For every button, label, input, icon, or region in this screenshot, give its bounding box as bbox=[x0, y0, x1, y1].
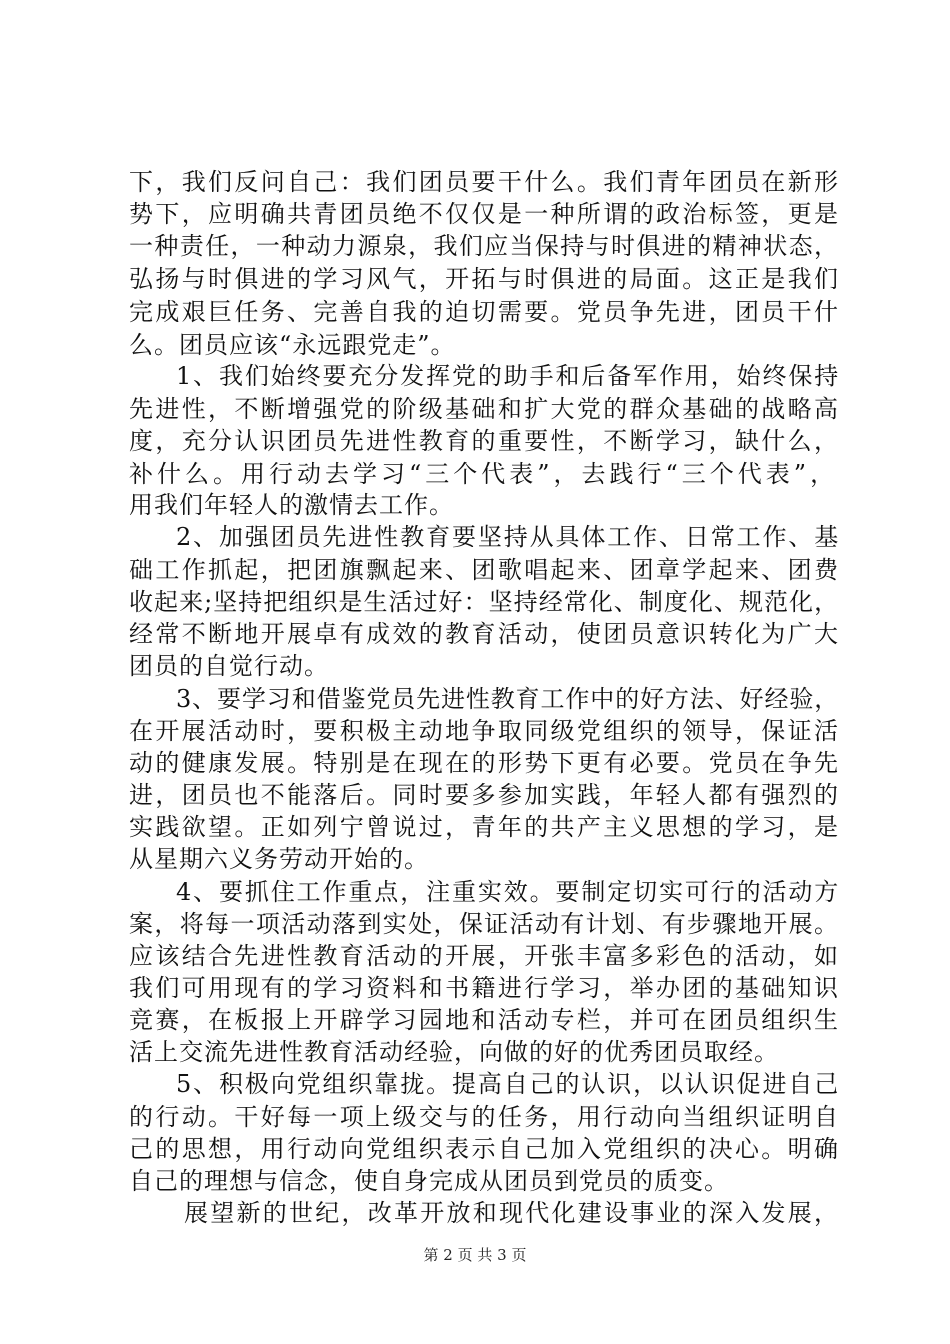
text-line: 自己的理想与信念，使自身完成从团员到党员的质变。 bbox=[129, 1167, 729, 1195]
text-line: 活上交流先进性教育活动经验，向做的好的优秀团员取经。 bbox=[129, 1038, 779, 1066]
text-line: 团员的自觉行动。 bbox=[129, 652, 329, 680]
text-line: 进，团员也不能落后。同时要多参加实践，年轻人都有强烈的 bbox=[129, 781, 841, 809]
text-line: 4、要抓住工作重点，注重实效。要制定切实可行的活动方 bbox=[176, 878, 841, 906]
text-line: 补什么。用行动去学习“三个代表”，去践行“三个代表”， bbox=[129, 460, 839, 488]
text-line: 1、我们始终要充分发挥党的助手和后备军作用，始终保持 bbox=[176, 362, 841, 390]
text-line: 一种责任，一种动力源泉，我们应当保持与时俱进的精神状态， bbox=[129, 232, 840, 260]
text-line: 础工作抓起，把团旗飘起来、团歌唱起来、团章学起来、团费 bbox=[129, 556, 841, 584]
text-line: 经常不断地开展卓有成效的教育活动，使团员意识转化为广大 bbox=[129, 620, 841, 648]
text-line: 收起来;坚持把组织是生活过好：坚持经常化、制度化、规范化， bbox=[129, 588, 840, 616]
text-line: 2、加强团员先进性教育要坚持从具体工作、日常工作、基 bbox=[176, 523, 841, 551]
text-line: 先进性，不断增强党的阶级基础和扩大党的群众基础的战略高 bbox=[129, 395, 841, 423]
text-line: 案，将每一项活动落到实处，保证活动有计划、有步骤地开展。 bbox=[129, 910, 840, 938]
text-line: 己的思想，用行动向党组织表示自己加入党组织的决心。明确 bbox=[129, 1135, 841, 1163]
text-line: 3、要学习和借鉴党员先进性教育工作中的好方法、好经验， bbox=[176, 685, 840, 713]
text-line: 下，我们反问自己：我们团员要干什么。我们青年团员在新形 bbox=[129, 168, 841, 196]
text-line: 弘扬与时俱进的学习风气，开拓与时俱进的局面。这正是我们 bbox=[129, 265, 841, 293]
page-number-footer: 第 2 页 共 3 页 bbox=[423, 1246, 527, 1264]
text-line: 么。团员应该“永远跟党走”。 bbox=[129, 331, 456, 359]
text-line: 应该结合先进性教育活动的开展，开张丰富多彩色的活动，如 bbox=[129, 942, 841, 970]
text-line: 的行动。干好每一项上级交与的任务，用行动向当组织证明自 bbox=[129, 1103, 841, 1131]
text-line: 我们可用现有的学习资料和书籍进行学习，举办团的基础知识 bbox=[129, 974, 841, 1002]
text-line: 从星期六义务劳动开始的。 bbox=[129, 845, 429, 873]
text-line: 势下，应明确共青团员绝不仅仅是一种所谓的政治标签，更是 bbox=[129, 200, 841, 228]
text-line: 5、积极向党组织靠拢。提高自己的认识，以认识促进自己 bbox=[176, 1070, 841, 1098]
text-line: 完成艰巨任务、完善自我的迫切需要。党员争先进，团员干什 bbox=[129, 298, 841, 326]
text-line: 度，充分认识团员先进性教育的重要性，不断学习，缺什么， bbox=[129, 427, 841, 455]
text-line: 实践欲望。正如列宁曾说过，青年的共产主义思想的学习，是 bbox=[129, 813, 841, 841]
text-line: 动的健康发展。特别是在现在的形势下更有必要。党员在争先 bbox=[129, 749, 841, 777]
text-line: 竞赛，在板报上开辟学习园地和活动专栏，并可在团员组织生 bbox=[129, 1006, 841, 1034]
text-line: 用我们年轻人的激情去工作。 bbox=[129, 491, 454, 519]
text-line: 展望新的世纪，改革开放和现代化建设事业的深入发展， bbox=[184, 1199, 841, 1227]
text-line: 在开展活动时，要积极主动地争取同级党组织的领导，保证活 bbox=[129, 717, 841, 745]
